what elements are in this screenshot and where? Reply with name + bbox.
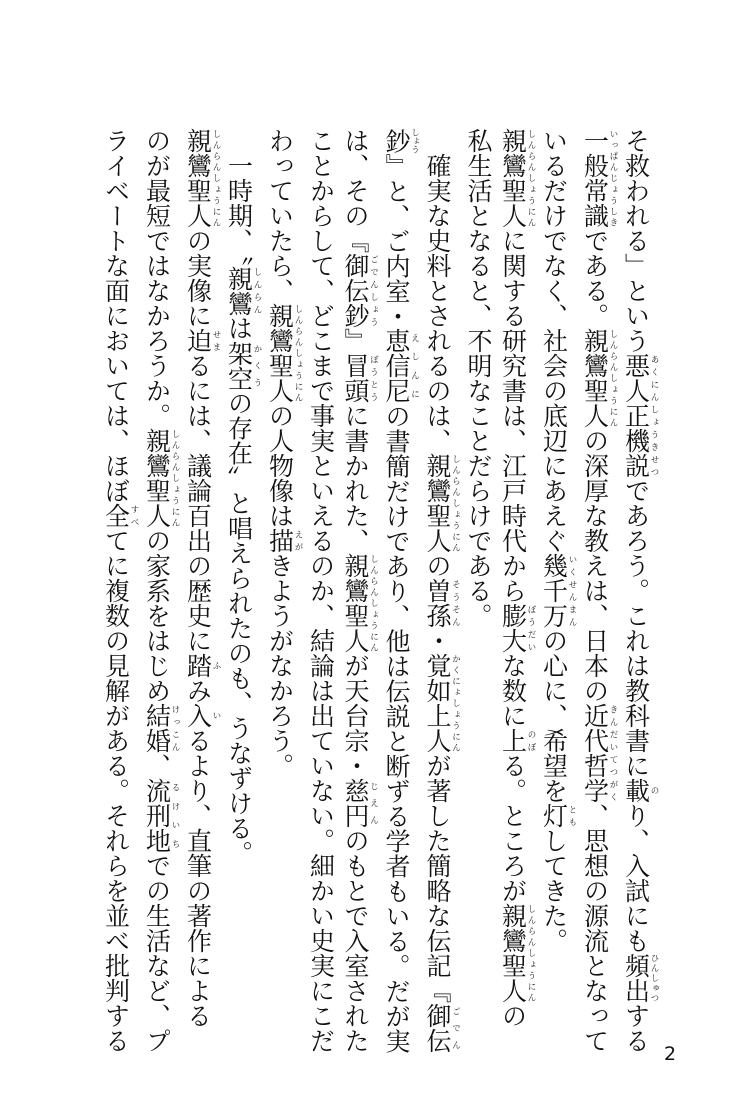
ruby-word: [183, 128, 221, 228]
text-column: [303, 128, 338, 1053]
furigana: ふ: [211, 653, 221, 678]
ruby-base: 親鸞聖人: [580, 328, 610, 428]
ruby-word: [498, 128, 536, 228]
ruby-base: 載: [621, 778, 651, 803]
ruby-base: 冒頭: [341, 353, 370, 403]
furigana: えしんに: [409, 328, 420, 404]
ruby-base: 幾千万: [539, 553, 569, 628]
text-run: てに複数の見解がある。それらを並べ批判する: [101, 528, 131, 1053]
text-run: のが最短ではなかろうか。: [142, 128, 172, 428]
ruby-word: [224, 340, 262, 391]
furigana: じえん: [368, 778, 379, 828]
ruby-word: [341, 353, 379, 403]
page-number: 2: [664, 1043, 677, 1065]
text-column: [618, 128, 659, 1053]
furigana: しょう: [409, 128, 420, 154]
text-run: ライベートな面においては、ほぼ: [101, 128, 131, 503]
text-column: [98, 128, 139, 1053]
furigana: せま: [211, 328, 221, 353]
ruby-word: [539, 803, 577, 828]
ruby-word: [265, 303, 303, 403]
text-run: の深厚な教えは、日本の: [580, 428, 610, 703]
furigana: えが: [293, 528, 303, 553]
ruby-base: 頻出: [621, 953, 651, 1003]
text-run: の人物像は: [265, 403, 295, 528]
furigana: しんらんしょうにん: [293, 303, 303, 403]
ruby-word: [423, 653, 461, 753]
furigana: しんらんしょうにん: [526, 128, 536, 228]
ruby-base: 親鸞聖人: [498, 903, 528, 1003]
text-column: [338, 128, 379, 1053]
ruby-word: [382, 328, 420, 404]
text-run: での生活など、プ: [142, 853, 172, 1053]
furigana: ごでん: [450, 1003, 461, 1053]
text-run: 、思想の源流となって: [580, 803, 610, 1053]
text-run: は: [224, 315, 254, 341]
ruby-base: 鈔: [382, 128, 411, 154]
text-run: 私生活となると、不明なことだらけである。: [464, 128, 493, 628]
text-column: [420, 128, 461, 1053]
text-run: の心に、希望を: [539, 628, 569, 803]
ruby-base: 恵信尼: [382, 328, 411, 404]
vertical-text-body: [98, 128, 659, 1054]
ruby-word: [498, 603, 536, 653]
text-run: の: [498, 1003, 528, 1028]
ruby-word: [265, 528, 303, 553]
ruby-base: 膨大: [498, 603, 528, 653]
furigana: けっこん: [170, 703, 180, 753]
ruby-base: 上: [498, 728, 528, 753]
furigana: ぼうとう: [368, 353, 379, 403]
ruby-word: [498, 903, 536, 1003]
ruby-word: [183, 703, 221, 728]
furigana: あくにんしょうきせつ: [649, 353, 659, 478]
ruby-word: [101, 503, 139, 528]
text-run: に書かれた、: [341, 403, 370, 553]
text-run: であろう。これは教科書に: [621, 478, 651, 778]
text-column: [379, 128, 420, 1054]
ruby-base: 結婚: [142, 703, 172, 753]
text-run: が著した簡略な伝記『: [423, 753, 452, 1003]
ruby-word: [621, 353, 659, 478]
furigana: そうそん: [450, 578, 461, 628]
ruby-base: 御伝鈔: [341, 253, 370, 328]
text-run: る。ところが: [498, 753, 528, 903]
ruby-base: 踏: [183, 653, 213, 678]
text-run: いるだけでなく、社会の底辺にあえぐ: [539, 128, 569, 553]
text-run: るより、直筆の著作による: [183, 728, 213, 1028]
ruby-word: [341, 253, 379, 328]
ruby-base: 迫: [183, 328, 213, 353]
ruby-word: [423, 1003, 461, 1053]
text-run: してきた。: [539, 828, 569, 953]
text-run: 一時期、〝: [224, 128, 254, 266]
furigana: いくせんまん: [567, 553, 577, 628]
furigana: しんらんしょうにん: [170, 428, 180, 528]
furigana: の: [649, 778, 659, 803]
furigana: い: [211, 703, 221, 728]
furigana: すべ: [129, 503, 139, 528]
text-run: する: [621, 1003, 651, 1053]
furigana: ぼうだい: [526, 603, 536, 653]
furigana: きんだいてつがく: [608, 703, 618, 803]
text-run: きようがなかろう。: [265, 553, 295, 778]
text-run: ことからして、どこまで事実といえるのか、結論は出ていない。細かい史実にこだ: [306, 128, 336, 1053]
ruby-base: 流刑地: [142, 778, 172, 853]
ruby-base: 入: [183, 703, 213, 728]
furigana: しんらんしょうにん: [526, 903, 536, 1003]
text-run: のもとで入室された: [341, 828, 370, 1053]
ruby-word: [580, 128, 618, 228]
furigana: とも: [567, 803, 577, 828]
text-column: [221, 128, 262, 973]
ruby-base: 悪人正機説: [621, 353, 651, 478]
text-column: [461, 128, 496, 973]
ruby-base: 灯: [539, 803, 569, 828]
ruby-base: 覚如上人: [423, 653, 452, 753]
ruby-word: [580, 328, 618, 428]
text-column: [577, 128, 618, 1053]
furigana: かくう: [252, 340, 262, 391]
furigana: いっぱんじょうしき: [608, 128, 618, 228]
furigana: しんらんしょうにん: [211, 128, 221, 228]
text-run: り、入試にも: [621, 803, 651, 953]
text-run: 』: [341, 328, 370, 353]
furigana: るけいち: [170, 778, 180, 853]
furigana: ごでんしょう: [368, 253, 379, 328]
ruby-word: [142, 778, 180, 853]
text-column: [262, 128, 303, 973]
ruby-word: [382, 128, 420, 154]
ruby-word: [142, 703, 180, 753]
text-column: [139, 128, 180, 1053]
ruby-base: 描: [265, 528, 295, 553]
text-run: な数に: [498, 653, 528, 728]
ruby-base: 親鸞聖人: [265, 303, 295, 403]
ruby-base: 親鸞: [224, 265, 254, 316]
ruby-word: [498, 728, 536, 753]
furigana: のぼ: [526, 728, 536, 753]
text-run: に関する研究書は、江戸時代から: [498, 228, 528, 603]
ruby-word: [224, 265, 262, 316]
furigana: しんらんしょうにん: [608, 328, 618, 428]
ruby-base: 曽孫: [423, 578, 452, 628]
ruby-word: [621, 778, 659, 803]
furigana: かくにょしょうにん: [450, 653, 461, 753]
ruby-base: 御伝: [423, 1003, 452, 1053]
text-run: の: [423, 553, 452, 578]
text-column: [536, 128, 577, 973]
text-run: は、その『: [341, 128, 370, 253]
ruby-word: [183, 328, 221, 353]
ruby-word: [423, 578, 461, 628]
ruby-base: 架空: [224, 340, 254, 391]
ruby-base: 親鸞聖人: [142, 428, 172, 528]
ruby-word: [341, 778, 379, 828]
text-run: わっていたら、: [265, 128, 295, 303]
text-run: の書簡だけであり、他は伝説と断ずる学者もいる。だが実: [382, 403, 411, 1054]
ruby-base: 近代哲学: [580, 703, 610, 803]
text-run: るには、議論百出の歴史に: [183, 353, 213, 653]
ruby-base: 親鸞聖人: [183, 128, 213, 228]
text-run: 、: [142, 753, 172, 778]
furigana: しんらんしょうにん: [450, 453, 461, 553]
text-run: の存在〟と唱えられたのも、うなずける。: [224, 390, 254, 866]
ruby-base: 慈円: [341, 778, 370, 828]
ruby-base: 親鸞聖人: [341, 553, 370, 653]
ruby-word: [341, 553, 379, 653]
text-column: [495, 128, 536, 1028]
ruby-word: [539, 553, 577, 628]
text-run: み: [183, 678, 213, 703]
text-run: 』と、ご内室・: [382, 153, 411, 329]
ruby-base: 一般常識: [580, 128, 610, 228]
text-run: である。: [580, 228, 610, 328]
text-run: 確実な史料とされるのは、: [423, 128, 452, 453]
text-run: ・: [423, 628, 452, 653]
ruby-word: [621, 953, 659, 1003]
furigana: しんらんしょうにん: [368, 553, 379, 653]
text-run: の実像に: [183, 228, 213, 328]
furigana: ひんしゅつ: [649, 953, 659, 1003]
text-run: の家系をはじめ: [142, 528, 172, 703]
ruby-base: 親鸞聖人: [498, 128, 528, 228]
ruby-word: [580, 703, 618, 803]
ruby-base: 親鸞聖人: [423, 453, 452, 553]
ruby-word: [183, 653, 221, 678]
text-column: [180, 128, 221, 1028]
ruby-word: [142, 428, 180, 528]
ruby-base: 全: [101, 503, 131, 528]
furigana: しんらん: [252, 265, 262, 316]
text-run: が天台宗・: [341, 653, 370, 778]
ruby-word: [423, 453, 461, 553]
text-run: そ救われる」という: [621, 128, 651, 353]
